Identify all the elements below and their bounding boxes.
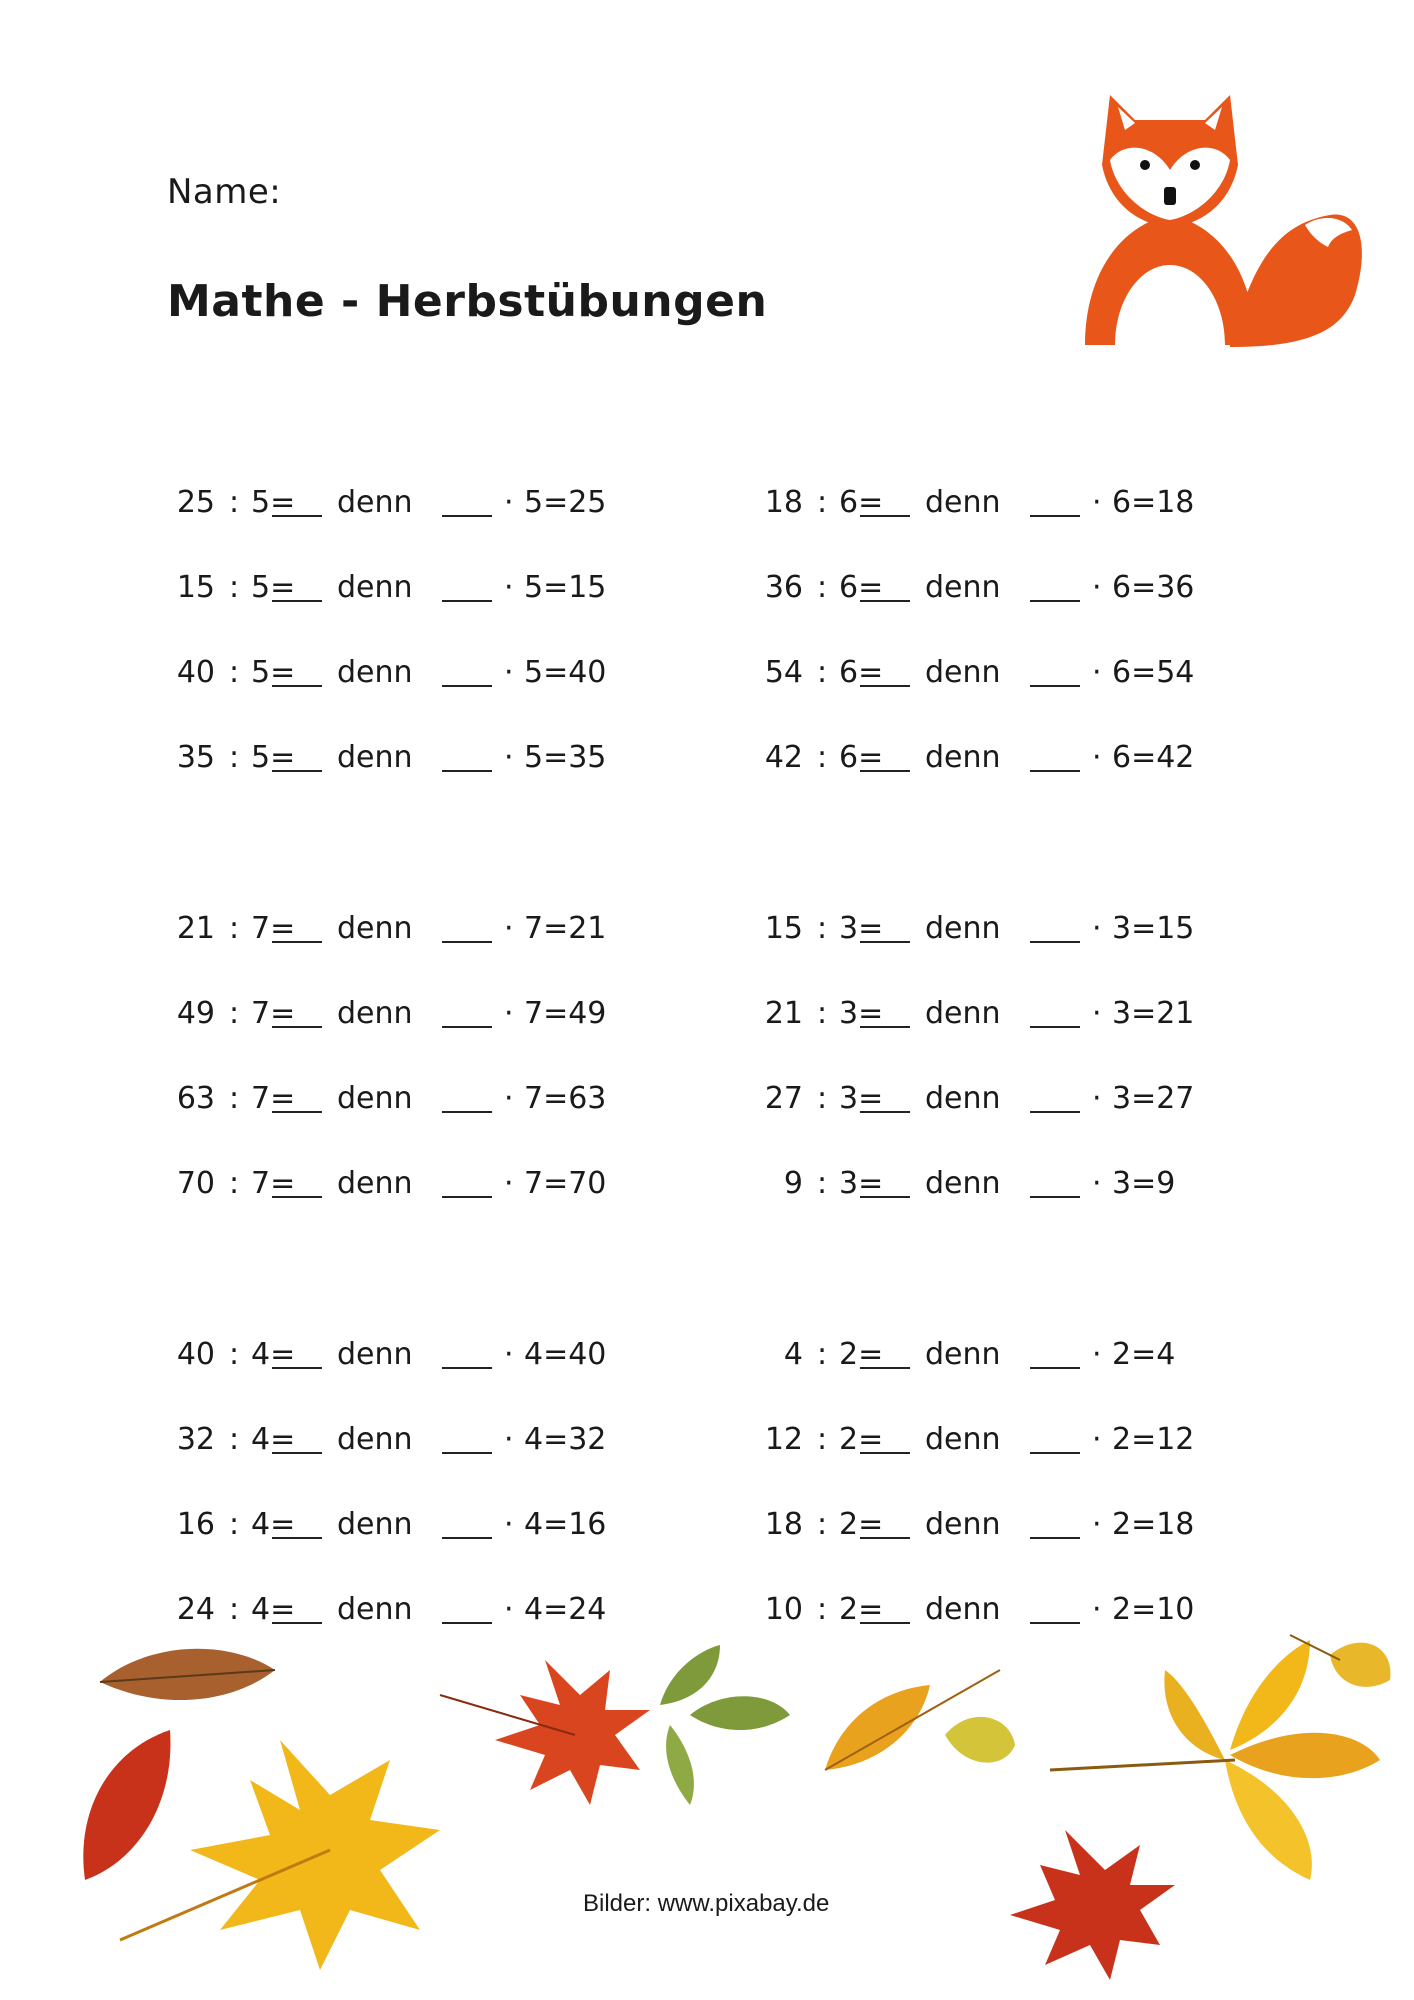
answer-blank-factor[interactable] bbox=[1030, 570, 1080, 602]
answer-blank-quotient[interactable] bbox=[272, 911, 322, 943]
answer-blank-factor[interactable] bbox=[1030, 740, 1080, 772]
answer-blank-quotient[interactable] bbox=[860, 655, 910, 687]
connector-word: denn bbox=[337, 655, 413, 690]
dividend: 35 bbox=[176, 740, 215, 775]
exercise-row bbox=[755, 655, 1275, 740]
divisor: 4= bbox=[251, 1337, 296, 1372]
answer-blank-factor[interactable] bbox=[442, 570, 492, 602]
multiplication-result: 6=18 bbox=[1112, 485, 1195, 520]
exercise-row bbox=[755, 911, 1275, 996]
exercise-row bbox=[167, 1337, 687, 1422]
multiplication-result: 5=15 bbox=[524, 570, 607, 605]
image-credit: Bilder: www.pixabay.de bbox=[583, 1890, 830, 1917]
multiplication-result: 3=15 bbox=[1112, 911, 1195, 946]
exercise-row bbox=[167, 911, 687, 996]
answer-blank-quotient[interactable] bbox=[860, 570, 910, 602]
answer-blank-factor[interactable] bbox=[1030, 996, 1080, 1028]
dividend: 42 bbox=[764, 740, 803, 775]
dividend: 32 bbox=[176, 1422, 215, 1457]
multiplication-dot: · bbox=[1092, 740, 1102, 775]
exercise-row bbox=[755, 1337, 1275, 1422]
answer-blank-quotient[interactable] bbox=[860, 1081, 910, 1113]
exercise-column-left bbox=[167, 485, 687, 1763]
division-sign: : bbox=[817, 1422, 828, 1457]
division-sign: : bbox=[229, 911, 240, 946]
multiplication-dot: · bbox=[1092, 655, 1102, 690]
connector-word: denn bbox=[337, 911, 413, 946]
multiplication-dot: · bbox=[1092, 1422, 1102, 1457]
division-sign: : bbox=[229, 1166, 240, 1201]
multiplication-result: 7=21 bbox=[524, 911, 607, 946]
exercise-row bbox=[755, 1081, 1275, 1166]
connector-word: denn bbox=[337, 1081, 413, 1116]
answer-blank-factor[interactable] bbox=[1030, 655, 1080, 687]
multiplication-result: 3=21 bbox=[1112, 996, 1195, 1031]
division-sign: : bbox=[817, 1166, 828, 1201]
multiplication-dot: · bbox=[1092, 1507, 1102, 1542]
multiplication-dot: · bbox=[1092, 1337, 1102, 1372]
division-sign: : bbox=[817, 655, 828, 690]
multiplication-dot: · bbox=[1092, 1166, 1102, 1201]
dividend: 12 bbox=[764, 1422, 803, 1457]
multiplication-result: 3=9 bbox=[1112, 1166, 1176, 1201]
multiplication-result: 7=70 bbox=[524, 1166, 607, 1201]
connector-word: denn bbox=[925, 1081, 1001, 1116]
multiplication-result: 4=32 bbox=[524, 1422, 607, 1457]
dividend: 25 bbox=[176, 485, 215, 520]
answer-blank-factor[interactable] bbox=[1030, 1422, 1080, 1454]
answer-blank-factor[interactable] bbox=[442, 1337, 492, 1369]
divisor: 2= bbox=[839, 1422, 884, 1457]
multiplication-dot: · bbox=[1092, 1081, 1102, 1116]
exercise-row bbox=[755, 1166, 1275, 1251]
connector-word: denn bbox=[337, 1507, 413, 1542]
multiplication-dot: · bbox=[504, 1337, 514, 1372]
exercise-block bbox=[167, 911, 687, 1251]
multiplication-result: 6=54 bbox=[1112, 655, 1195, 690]
exercise-row bbox=[167, 1166, 687, 1251]
divisor: 5= bbox=[251, 655, 296, 690]
answer-blank-factor[interactable] bbox=[442, 1166, 492, 1198]
answer-blank-quotient[interactable] bbox=[860, 1507, 910, 1539]
multiplication-dot: · bbox=[1092, 996, 1102, 1031]
exercise-block bbox=[167, 485, 687, 825]
divisor: 3= bbox=[839, 1166, 884, 1201]
answer-blank-factor[interactable] bbox=[442, 485, 492, 517]
divisor: 2= bbox=[839, 1337, 884, 1372]
multiplication-dot: · bbox=[504, 570, 514, 605]
answer-blank-quotient[interactable] bbox=[272, 570, 322, 602]
multiplication-dot: · bbox=[504, 1081, 514, 1116]
exercise-row bbox=[755, 485, 1275, 570]
division-sign: : bbox=[229, 996, 240, 1031]
division-sign: : bbox=[229, 1422, 240, 1457]
exercise-row bbox=[167, 655, 687, 740]
divisor: 4= bbox=[251, 1507, 296, 1542]
answer-blank-factor[interactable] bbox=[442, 740, 492, 772]
divisor: 7= bbox=[251, 996, 296, 1031]
multiplication-dot: · bbox=[504, 655, 514, 690]
division-sign: : bbox=[229, 1337, 240, 1372]
division-sign: : bbox=[817, 1081, 828, 1116]
connector-word: denn bbox=[925, 996, 1001, 1031]
multiplication-dot: · bbox=[504, 485, 514, 520]
multiplication-result: 6=36 bbox=[1112, 570, 1195, 605]
divisor: 6= bbox=[839, 570, 884, 605]
connector-word: denn bbox=[337, 1166, 413, 1201]
answer-blank-quotient[interactable] bbox=[272, 1337, 322, 1369]
connector-word: denn bbox=[925, 655, 1001, 690]
multiplication-dot: · bbox=[504, 1592, 514, 1627]
multiplication-result: 2=18 bbox=[1112, 1507, 1195, 1542]
exercise-row bbox=[167, 1507, 687, 1592]
multiplication-dot: · bbox=[504, 1507, 514, 1542]
multiplication-result: 7=63 bbox=[524, 1081, 607, 1116]
dividend: 4 bbox=[783, 1337, 803, 1372]
exercise-row bbox=[755, 1422, 1275, 1507]
exercise-block bbox=[755, 911, 1275, 1251]
divisor: 5= bbox=[251, 570, 296, 605]
answer-blank-factor[interactable] bbox=[1030, 911, 1080, 943]
multiplication-result: 4=40 bbox=[524, 1337, 607, 1372]
multiplication-dot: · bbox=[1092, 911, 1102, 946]
division-sign: : bbox=[817, 740, 828, 775]
divisor: 6= bbox=[839, 740, 884, 775]
multiplication-dot: · bbox=[504, 1166, 514, 1201]
autumn-leaves-decoration bbox=[0, 1620, 1414, 2000]
division-sign: : bbox=[229, 655, 240, 690]
name-label: Name: bbox=[167, 172, 282, 212]
connector-word: denn bbox=[925, 1422, 1001, 1457]
dividend: 70 bbox=[176, 1166, 215, 1201]
dividend: 15 bbox=[176, 570, 215, 605]
connector-word: denn bbox=[925, 1592, 1001, 1627]
answer-blank-quotient[interactable] bbox=[272, 1422, 322, 1454]
exercise-column-right bbox=[755, 485, 1275, 1763]
multiplication-dot: · bbox=[504, 911, 514, 946]
dividend: 21 bbox=[176, 911, 215, 946]
worksheet-title: Mathe - Herbstübungen bbox=[167, 276, 768, 327]
answer-blank-quotient[interactable] bbox=[860, 1166, 910, 1198]
connector-word: denn bbox=[925, 740, 1001, 775]
dividend: 18 bbox=[764, 485, 803, 520]
dividend: 15 bbox=[764, 911, 803, 946]
answer-blank-factor[interactable] bbox=[1030, 1166, 1080, 1198]
division-sign: : bbox=[817, 996, 828, 1031]
answer-blank-quotient[interactable] bbox=[272, 740, 322, 772]
dividend: 9 bbox=[783, 1166, 803, 1201]
dividend: 16 bbox=[176, 1507, 215, 1542]
exercise-row bbox=[167, 740, 687, 825]
divisor: 7= bbox=[251, 911, 296, 946]
dividend: 21 bbox=[764, 996, 803, 1031]
connector-word: denn bbox=[925, 570, 1001, 605]
divisor: 2= bbox=[839, 1592, 884, 1627]
answer-blank-quotient[interactable] bbox=[272, 1081, 322, 1113]
division-sign: : bbox=[229, 1592, 240, 1627]
dividend: 24 bbox=[176, 1592, 215, 1627]
multiplication-dot: · bbox=[1092, 570, 1102, 605]
divisor: 2= bbox=[839, 1507, 884, 1542]
fox-illustration bbox=[1080, 75, 1370, 355]
connector-word: denn bbox=[337, 570, 413, 605]
answer-blank-quotient[interactable] bbox=[272, 485, 322, 517]
multiplication-result: 6=42 bbox=[1112, 740, 1195, 775]
division-sign: : bbox=[817, 1337, 828, 1372]
exercise-row bbox=[167, 1081, 687, 1166]
division-sign: : bbox=[229, 485, 240, 520]
divisor: 4= bbox=[251, 1592, 296, 1627]
answer-blank-quotient[interactable] bbox=[860, 996, 910, 1028]
answer-blank-quotient[interactable] bbox=[272, 1166, 322, 1198]
divisor: 3= bbox=[839, 996, 884, 1031]
multiplication-result: 5=40 bbox=[524, 655, 607, 690]
exercise-block bbox=[755, 485, 1275, 825]
dividend: 63 bbox=[176, 1081, 215, 1116]
connector-word: denn bbox=[337, 1337, 413, 1372]
divisor: 5= bbox=[251, 485, 296, 520]
connector-word: denn bbox=[925, 1166, 1001, 1201]
answer-blank-factor[interactable] bbox=[442, 1081, 492, 1113]
connector-word: denn bbox=[337, 740, 413, 775]
exercise-row bbox=[167, 996, 687, 1081]
multiplication-dot: · bbox=[504, 1422, 514, 1457]
division-sign: : bbox=[817, 570, 828, 605]
divisor: 4= bbox=[251, 1422, 296, 1457]
answer-blank-quotient[interactable] bbox=[272, 655, 322, 687]
answer-blank-quotient[interactable] bbox=[860, 740, 910, 772]
answer-blank-quotient[interactable] bbox=[860, 485, 910, 517]
division-sign: : bbox=[817, 1592, 828, 1627]
division-sign: : bbox=[817, 1507, 828, 1542]
answer-blank-quotient[interactable] bbox=[860, 911, 910, 943]
multiplication-dot: · bbox=[1092, 485, 1102, 520]
division-sign: : bbox=[817, 911, 828, 946]
answer-blank-factor[interactable] bbox=[442, 1422, 492, 1454]
multiplication-result: 2=10 bbox=[1112, 1592, 1195, 1627]
division-sign: : bbox=[817, 485, 828, 520]
answer-blank-factor[interactable] bbox=[442, 911, 492, 943]
division-sign: : bbox=[229, 1507, 240, 1542]
multiplication-dot: · bbox=[1092, 1592, 1102, 1627]
connector-word: denn bbox=[337, 1422, 413, 1457]
divisor: 6= bbox=[839, 655, 884, 690]
answer-blank-factor[interactable] bbox=[442, 1507, 492, 1539]
divisor: 7= bbox=[251, 1081, 296, 1116]
multiplication-result: 2=4 bbox=[1112, 1337, 1176, 1372]
multiplication-dot: · bbox=[504, 996, 514, 1031]
dividend: 54 bbox=[764, 655, 803, 690]
division-sign: : bbox=[229, 740, 240, 775]
multiplication-dot: · bbox=[504, 740, 514, 775]
multiplication-result: 4=16 bbox=[524, 1507, 607, 1542]
exercise-row bbox=[755, 996, 1275, 1081]
answer-blank-factor[interactable] bbox=[1030, 1081, 1080, 1113]
answer-blank-factor[interactable] bbox=[1030, 1507, 1080, 1539]
dividend: 10 bbox=[764, 1592, 803, 1627]
answer-blank-quotient[interactable] bbox=[272, 1507, 322, 1539]
connector-word: denn bbox=[925, 1507, 1001, 1542]
connector-word: denn bbox=[925, 485, 1001, 520]
divisor: 3= bbox=[839, 1081, 884, 1116]
answer-blank-quotient[interactable] bbox=[860, 1422, 910, 1454]
dividend: 49 bbox=[176, 996, 215, 1031]
divisor: 6= bbox=[839, 485, 884, 520]
multiplication-result: 4=24 bbox=[524, 1592, 607, 1627]
multiplication-result: 2=12 bbox=[1112, 1422, 1195, 1457]
multiplication-result: 7=49 bbox=[524, 996, 607, 1031]
exercise-row bbox=[755, 570, 1275, 655]
connector-word: denn bbox=[925, 1337, 1001, 1372]
dividend: 27 bbox=[764, 1081, 803, 1116]
divisor: 7= bbox=[251, 1166, 296, 1201]
connector-word: denn bbox=[925, 911, 1001, 946]
divisor: 3= bbox=[839, 911, 884, 946]
connector-word: denn bbox=[337, 1592, 413, 1627]
division-sign: : bbox=[229, 570, 240, 605]
exercise-row bbox=[167, 570, 687, 655]
exercise-row bbox=[167, 1422, 687, 1507]
answer-blank-factor[interactable] bbox=[1030, 1337, 1080, 1369]
dividend: 40 bbox=[176, 655, 215, 690]
dividend: 18 bbox=[764, 1507, 803, 1542]
connector-word: denn bbox=[337, 485, 413, 520]
dividend: 36 bbox=[764, 570, 803, 605]
division-sign: : bbox=[229, 1081, 240, 1116]
exercise-row bbox=[755, 1507, 1275, 1592]
multiplication-result: 3=27 bbox=[1112, 1081, 1195, 1116]
answer-blank-factor[interactable] bbox=[442, 996, 492, 1028]
answer-blank-quotient[interactable] bbox=[860, 1337, 910, 1369]
multiplication-result: 5=25 bbox=[524, 485, 607, 520]
exercise-row bbox=[167, 485, 687, 570]
connector-word: denn bbox=[337, 996, 413, 1031]
answer-blank-factor[interactable] bbox=[442, 655, 492, 687]
exercise-row bbox=[755, 740, 1275, 825]
multiplication-result: 5=35 bbox=[524, 740, 607, 775]
dividend: 40 bbox=[176, 1337, 215, 1372]
answer-blank-quotient[interactable] bbox=[272, 996, 322, 1028]
answer-blank-factor[interactable] bbox=[1030, 485, 1080, 517]
divisor: 5= bbox=[251, 740, 296, 775]
